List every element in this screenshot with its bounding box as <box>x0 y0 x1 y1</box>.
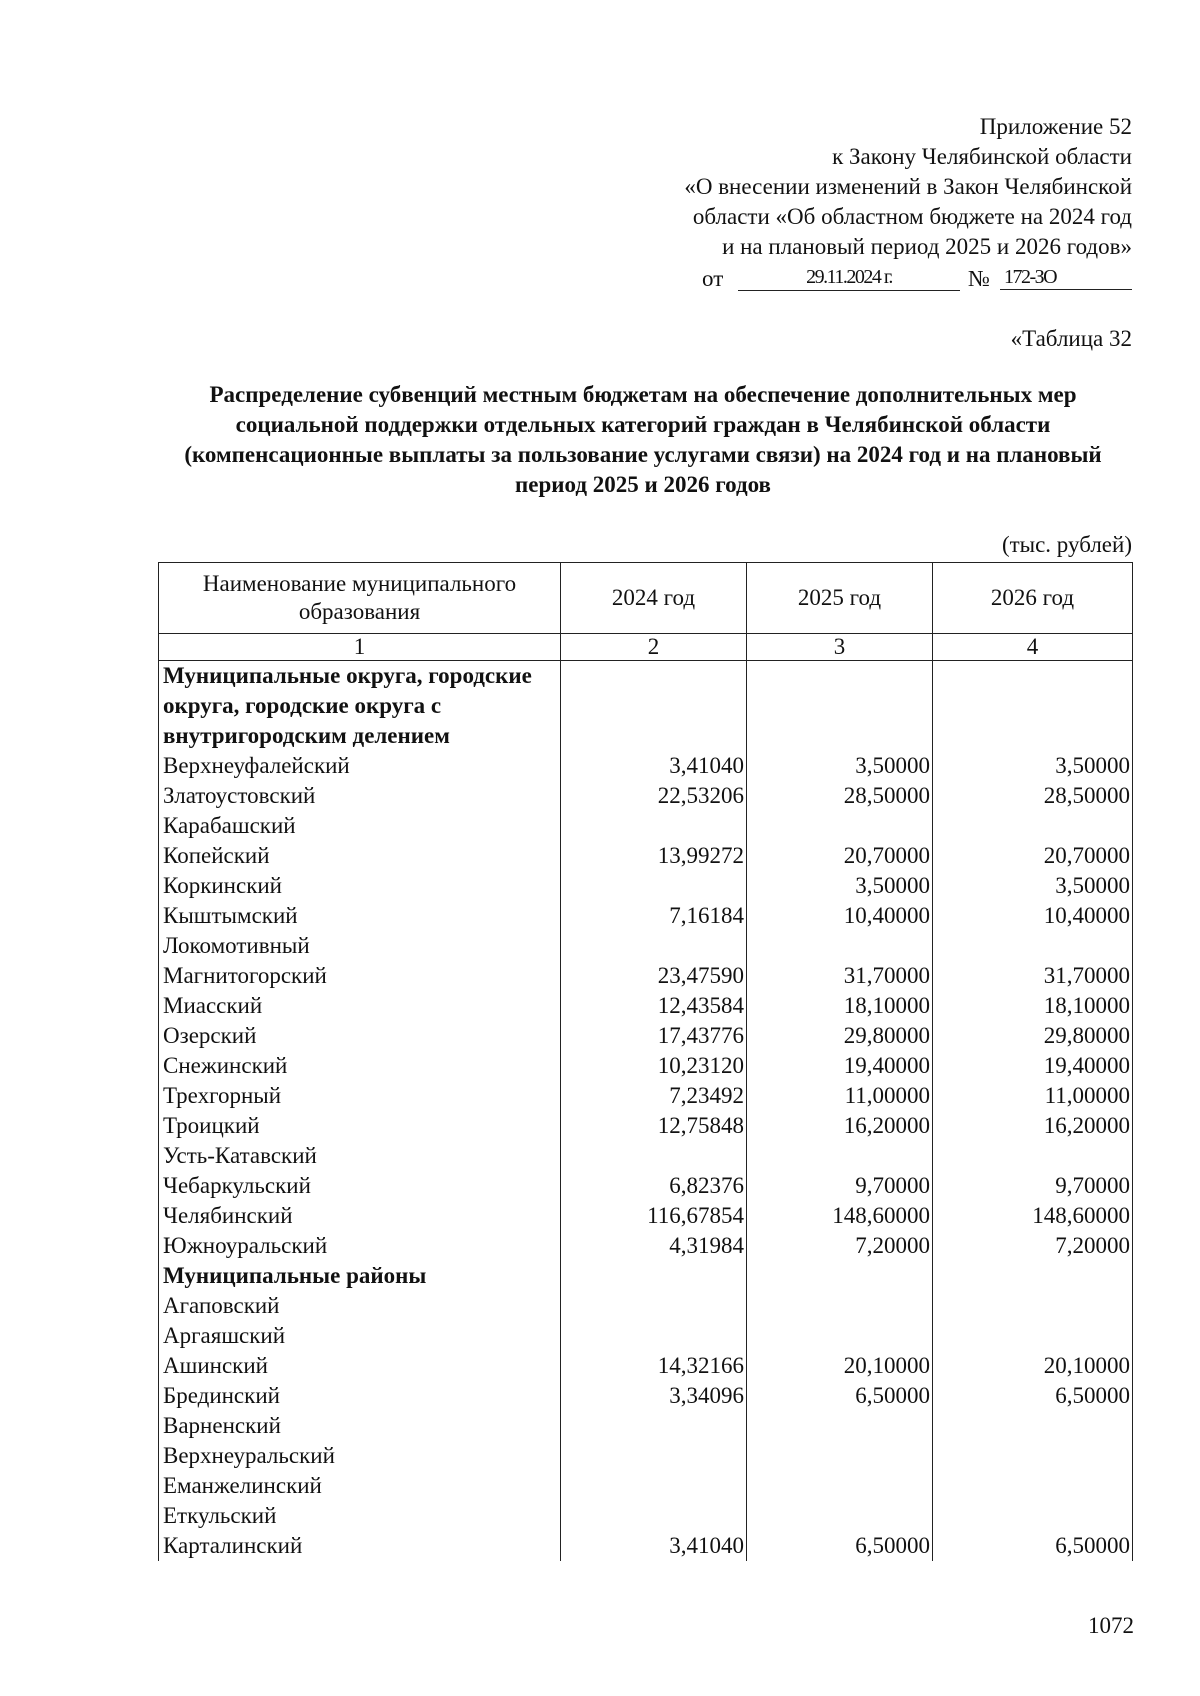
value-2026: 28,50000 <box>933 781 1133 811</box>
table-row <box>159 931 1133 961</box>
municipality-name: Усть-Катавский <box>159 1141 561 1171</box>
table-body <box>159 661 1133 1562</box>
header-line: к Закону Челябинской области <box>832 144 1132 169</box>
value-2025: 20,70000 <box>747 841 933 871</box>
value-2026: 3,50000 <box>933 751 1133 781</box>
value-2024 <box>561 1441 747 1471</box>
table-header-row <box>159 563 1133 634</box>
municipality-name: Златоустовский <box>159 781 561 811</box>
municipality-name: Озерский <box>159 1021 561 1051</box>
table-row <box>159 1501 1133 1531</box>
units-label: (тыс. рублей) <box>1001 532 1132 557</box>
value-2025: 11,00000 <box>747 1081 933 1111</box>
table-reference: «Таблица 32 <box>1010 326 1132 351</box>
document-title: Распределение субвенций местным бюджетам на обеспечение дополнительных мер социальной поддержки отдельных категорий граждан в Челябинской области (компенсационные выплаты за пользование услугами связи) на 2024 год и на плановый период 2025 и 2026 годов <box>184 382 1102 497</box>
value-2024: 17,43776 <box>561 1021 747 1051</box>
table-row <box>159 961 1133 991</box>
column-number-row <box>159 634 1133 661</box>
table-row <box>159 1531 1133 1561</box>
table-row <box>159 871 1133 901</box>
value-2025: 9,70000 <box>747 1171 933 1201</box>
column-header-2024: 2024 год <box>561 563 747 634</box>
value-2025 <box>747 1141 933 1171</box>
municipality-name: Челябинский <box>159 1201 561 1231</box>
value-2024: 4,31984 <box>561 1231 747 1261</box>
municipality-name: Муниципальные районы <box>159 1261 561 1291</box>
value-2025: 3,50000 <box>747 871 933 901</box>
column-header-2026: 2026 год <box>933 563 1133 634</box>
value-2025: 10,40000 <box>747 901 933 931</box>
ot-label: от <box>702 266 724 291</box>
table-row <box>159 1111 1133 1141</box>
value-2025: 28,50000 <box>747 781 933 811</box>
value-2025: 20,10000 <box>747 1351 933 1381</box>
value-2026: 9,70000 <box>933 1171 1133 1201</box>
value-2026 <box>933 931 1133 961</box>
value-2025: 31,70000 <box>747 961 933 991</box>
value-2026 <box>933 1291 1133 1321</box>
municipality-name: Магнитогорский <box>159 961 561 991</box>
table-row <box>159 841 1133 871</box>
municipality-name: Коркинский <box>159 871 561 901</box>
column-number: 2 <box>561 634 747 661</box>
value-2025 <box>747 1411 933 1441</box>
municipality-name: Аргаяшский <box>159 1321 561 1351</box>
table-row <box>159 1351 1133 1381</box>
municipality-name: Локомотивный <box>159 931 561 961</box>
value-2026: 19,40000 <box>933 1051 1133 1081</box>
table-row <box>159 1171 1133 1201</box>
table-row <box>159 751 1133 781</box>
value-2024 <box>561 1501 747 1531</box>
value-2024: 116,67854 <box>561 1201 747 1231</box>
value-2024 <box>561 931 747 961</box>
value-2026: 29,80000 <box>933 1021 1133 1051</box>
municipality-name: Верхнеуральский <box>159 1441 561 1471</box>
header-line: «О внесении изменений в Закон Челябинской <box>684 174 1132 199</box>
value-2026: 31,70000 <box>933 961 1133 991</box>
page-number: 1072 <box>1088 1613 1134 1638</box>
value-2024: 10,23120 <box>561 1051 747 1081</box>
value-2026 <box>933 1141 1133 1171</box>
value-2024: 12,75848 <box>561 1111 747 1141</box>
municipality-name: Брединский <box>159 1381 561 1411</box>
law-date-number <box>702 262 1132 292</box>
value-2025 <box>747 811 933 841</box>
document-header <box>684 112 1132 262</box>
municipality-name: Южноуральский <box>159 1231 561 1261</box>
column-number: 1 <box>159 634 561 661</box>
value-2025 <box>747 1501 933 1531</box>
value-2024 <box>561 871 747 901</box>
table-row <box>159 1021 1133 1051</box>
law-number: 172-ЗО <box>1000 262 1132 290</box>
value-2026: 18,10000 <box>933 991 1133 1021</box>
header-line: области «Об областном бюджете на 2024 год <box>692 204 1132 229</box>
value-2026: 148,60000 <box>933 1201 1133 1231</box>
municipality-name: Муниципальные округа, городские округа, городские округа с внутригородским делением <box>159 661 561 752</box>
municipality-name: Верхнеуфалейский <box>159 751 561 781</box>
header-line: Приложение 52 <box>979 114 1132 139</box>
number-label: № <box>968 266 990 291</box>
table-group-row <box>159 661 1133 752</box>
value-2024: 3,41040 <box>561 1531 747 1561</box>
value-2024 <box>561 1321 747 1351</box>
table-row <box>159 1081 1133 1111</box>
value-2024: 3,41040 <box>561 751 747 781</box>
table-row <box>159 1321 1133 1351</box>
table-row <box>159 1231 1133 1261</box>
value-2025 <box>747 931 933 961</box>
table-row <box>159 1051 1133 1081</box>
value-2025: 3,50000 <box>747 751 933 781</box>
value-2026: 7,20000 <box>933 1231 1133 1261</box>
municipality-name: Чебаркульский <box>159 1171 561 1201</box>
value-2025: 18,10000 <box>747 991 933 1021</box>
municipality-name: Еманжелинский <box>159 1471 561 1501</box>
value-2025 <box>747 661 933 752</box>
value-2024 <box>561 1141 747 1171</box>
table-row <box>159 1201 1133 1231</box>
table-row <box>159 991 1133 1021</box>
municipality-name: Карабашский <box>159 811 561 841</box>
value-2026 <box>933 811 1133 841</box>
value-2026 <box>933 1261 1133 1291</box>
value-2024 <box>561 1261 747 1291</box>
municipality-name: Снежинский <box>159 1051 561 1081</box>
value-2026 <box>933 1321 1133 1351</box>
value-2024: 7,16184 <box>561 901 747 931</box>
table-row <box>159 1381 1133 1411</box>
value-2026: 16,20000 <box>933 1111 1133 1141</box>
value-2025: 148,60000 <box>747 1201 933 1231</box>
table-row <box>159 1291 1133 1321</box>
value-2025 <box>747 1471 933 1501</box>
value-2026: 20,70000 <box>933 841 1133 871</box>
table-row <box>159 1141 1133 1171</box>
municipality-name: Миасский <box>159 991 561 1021</box>
value-2025 <box>747 1441 933 1471</box>
value-2026 <box>933 1441 1133 1471</box>
column-number: 3 <box>747 634 933 661</box>
municipality-name: Трехгорный <box>159 1081 561 1111</box>
value-2024 <box>561 1471 747 1501</box>
municipality-name: Ашинский <box>159 1351 561 1381</box>
value-2024 <box>561 1291 747 1321</box>
value-2024: 6,82376 <box>561 1171 747 1201</box>
value-2025 <box>747 1321 933 1351</box>
value-2024: 23,47590 <box>561 961 747 991</box>
value-2026 <box>933 1501 1133 1531</box>
value-2026: 6,50000 <box>933 1381 1133 1411</box>
value-2026 <box>933 1411 1133 1441</box>
value-2025: 7,20000 <box>747 1231 933 1261</box>
subsidy-table <box>158 562 1133 1561</box>
column-header-2025: 2025 год <box>747 563 933 634</box>
value-2024: 3,34096 <box>561 1381 747 1411</box>
value-2024: 14,32166 <box>561 1351 747 1381</box>
municipality-name: Варненский <box>159 1411 561 1441</box>
value-2025: 6,50000 <box>747 1531 933 1561</box>
value-2025: 29,80000 <box>747 1021 933 1051</box>
municipality-name: Копейский <box>159 841 561 871</box>
value-2025 <box>747 1291 933 1321</box>
table-row <box>159 811 1133 841</box>
value-2025: 6,50000 <box>747 1381 933 1411</box>
value-2026 <box>933 1471 1133 1501</box>
value-2024: 22,53206 <box>561 781 747 811</box>
value-2024 <box>561 811 747 841</box>
law-date: 29.11.2024 г. <box>738 262 960 291</box>
value-2024: 13,99272 <box>561 841 747 871</box>
value-2026: 20,10000 <box>933 1351 1133 1381</box>
municipality-name: Троицкий <box>159 1111 561 1141</box>
value-2025 <box>747 1261 933 1291</box>
value-2024 <box>561 1411 747 1441</box>
value-2026: 10,40000 <box>933 901 1133 931</box>
value-2025: 19,40000 <box>747 1051 933 1081</box>
value-2026: 3,50000 <box>933 871 1133 901</box>
value-2026 <box>933 661 1133 752</box>
municipality-name: Еткульский <box>159 1501 561 1531</box>
column-header-municipality: Наименование муниципального образования <box>159 563 561 634</box>
table-group-row <box>159 1261 1133 1291</box>
municipality-name: Агаповский <box>159 1291 561 1321</box>
value-2026: 6,50000 <box>933 1531 1133 1561</box>
value-2026: 11,00000 <box>933 1081 1133 1111</box>
municipality-name: Кыштымский <box>159 901 561 931</box>
value-2024: 7,23492 <box>561 1081 747 1111</box>
municipality-name: Карталинский <box>159 1531 561 1561</box>
table-row <box>159 1441 1133 1471</box>
table-row <box>159 1411 1133 1441</box>
table-row <box>159 901 1133 931</box>
value-2025: 16,20000 <box>747 1111 933 1141</box>
header-line: и на плановый период 2025 и 2026 годов» <box>722 234 1132 259</box>
value-2024 <box>561 661 747 752</box>
table-row <box>159 781 1133 811</box>
column-number: 4 <box>933 634 1133 661</box>
table-row <box>159 1471 1133 1501</box>
value-2024: 12,43584 <box>561 991 747 1021</box>
